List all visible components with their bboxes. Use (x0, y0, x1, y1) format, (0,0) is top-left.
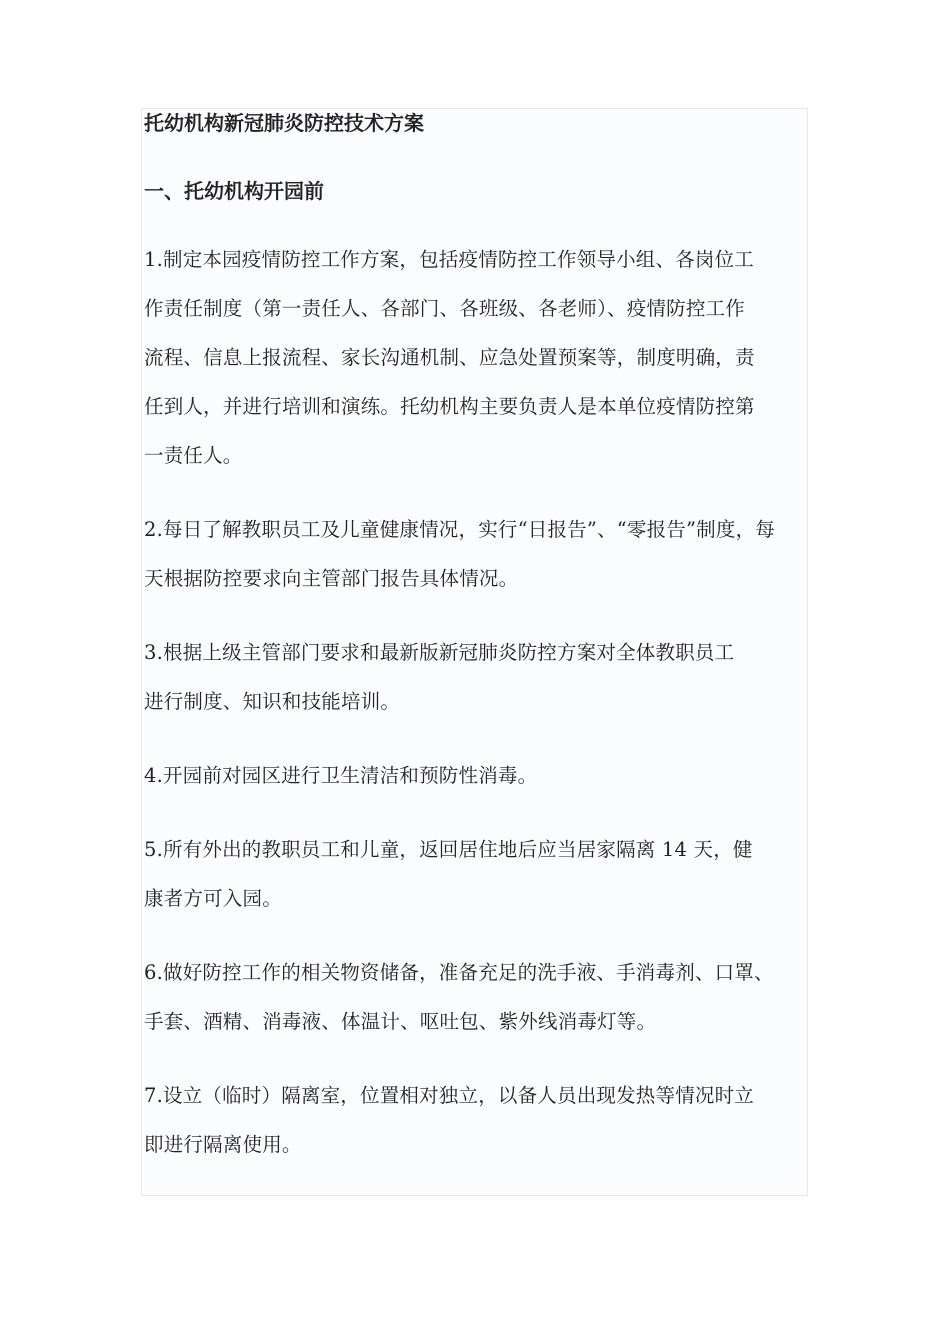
paragraph-6 (144, 948, 816, 1046)
paragraph-5 (144, 825, 816, 923)
paragraph-4 (144, 751, 816, 800)
paragraph-line: 3.根据上级主管部门要求和最新版新冠肺炎防控方案对全体教职员工 (144, 641, 735, 664)
paragraph-line: 1.制定本园疫情防控工作方案，包括疫情防控工作领导小组、各岗位工 (144, 248, 755, 271)
document-body (144, 104, 816, 1169)
paragraph-3 (144, 628, 816, 726)
paragraph-line: 6.做好防控工作的相关物资储备，准备充足的洗手液、手消毒剂、口罩、 (144, 961, 774, 984)
paragraph-line: 任到人，并进行培训和演练。托幼机构主要负责人是本单位疫情防控第 (144, 395, 755, 418)
paragraph-list (144, 235, 816, 1169)
paragraph-line: 作责任制度（第一责任人、各部门、各班级、各老师）、疫情防控工作 (144, 297, 745, 320)
paragraph-line: 流程、信息上报流程、家长沟通机制、应急处置预案等，制度明确，责 (144, 346, 755, 369)
paragraph-line: 即进行隔离使用。 (144, 1133, 302, 1156)
paragraph-line: 进行制度、知识和技能培训。 (144, 690, 401, 713)
section-heading: 一、托幼机构开园前 (144, 179, 324, 203)
paragraph-2 (144, 505, 816, 603)
paragraph-line: 康者方可入园。 (144, 887, 282, 910)
paragraph-line: 7.设立（临时）隔离室，位置相对独立，以备人员出现发热等情况时立 (144, 1084, 755, 1107)
paragraph-line: 2.每日了解教职员工及儿童健康情况，实行“日报告”、“零报告”制度，每 (144, 518, 775, 541)
paragraph-line: 手套、酒精、消毒液、体温计、呕吐包、紫外线消毒灯等。 (144, 1010, 657, 1033)
paragraph-line: 5.所有外出的教职员工和儿童，返回居住地后应当居家隔离 14 天，健 (144, 838, 753, 861)
document-title: 托幼机构新冠肺炎防控技术方案 (144, 111, 424, 135)
paragraph-1 (144, 235, 816, 480)
paragraph-7 (144, 1071, 816, 1169)
paragraph-line: 4.开园前对园区进行卫生清洁和预防性消毒。 (144, 764, 538, 787)
paragraph-line: 天根据防控要求向主管部门报告具体情况。 (144, 567, 519, 590)
paragraph-line: 一责任人。 (144, 444, 243, 467)
